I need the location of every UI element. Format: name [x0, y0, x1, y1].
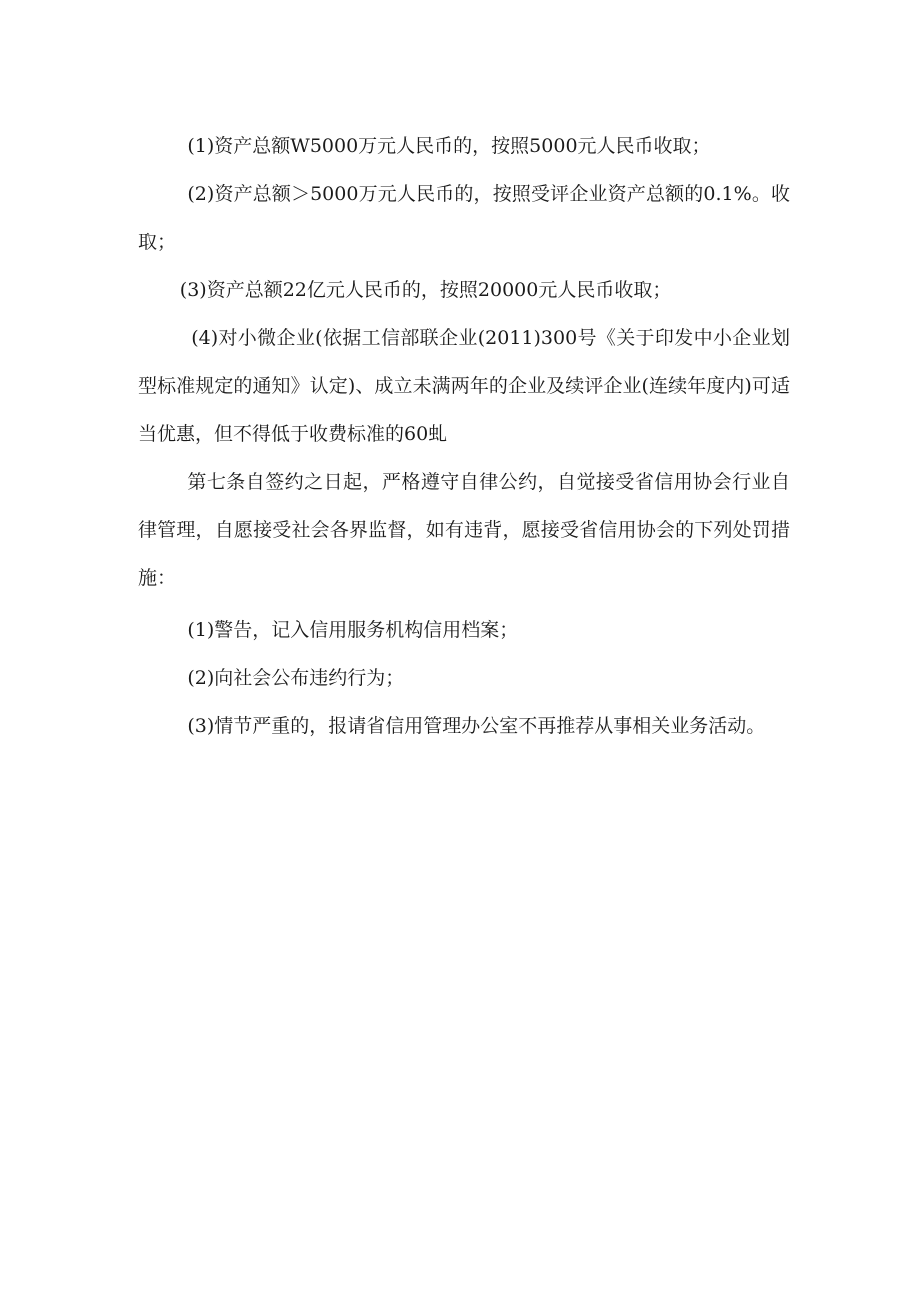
document-body: [138, 122, 790, 750]
paragraph-article-7: 第七条自签约之日起，严格遵守自律公约，自觉接受省信用协会行业自律管理，自愿接受社会各界监督，如有违背，愿接受省信用协会的下列处罚措施：: [138, 471, 790, 589]
paragraph-fee-tier-1: (1)资产总额W5000万元人民币的，按照5000元人民币收取；: [187, 135, 711, 157]
paragraph-penalty-2: (2)向社会公布违约行为；: [187, 667, 405, 689]
paragraph-penalty-1: (1)警告，记入信用服务机构信用档案；: [187, 619, 519, 641]
paragraph-fee-tier-2: (2)资产总额＞5000万元人民币的，按照受评企业资产总额的0.1%。收取；: [138, 183, 790, 253]
paragraph-penalty-3: (3)情节严重的，报请省信用管理办公室不再推荐从事相关业务活动。: [187, 715, 766, 737]
paragraph-fee-discount: (4)对小微企业(依据工信部联企业(2011)300号《关于印发中小企业划型标准规定的通知》认定)、成立未满两年的企业及续评企业(连续年度内)可适当优惠，但不得低于收费标准的60虬: [138, 327, 790, 445]
paragraph-fee-tier-3: (3)资产总额22亿元人民币的，按照20000元人民币收取；: [179, 279, 672, 301]
